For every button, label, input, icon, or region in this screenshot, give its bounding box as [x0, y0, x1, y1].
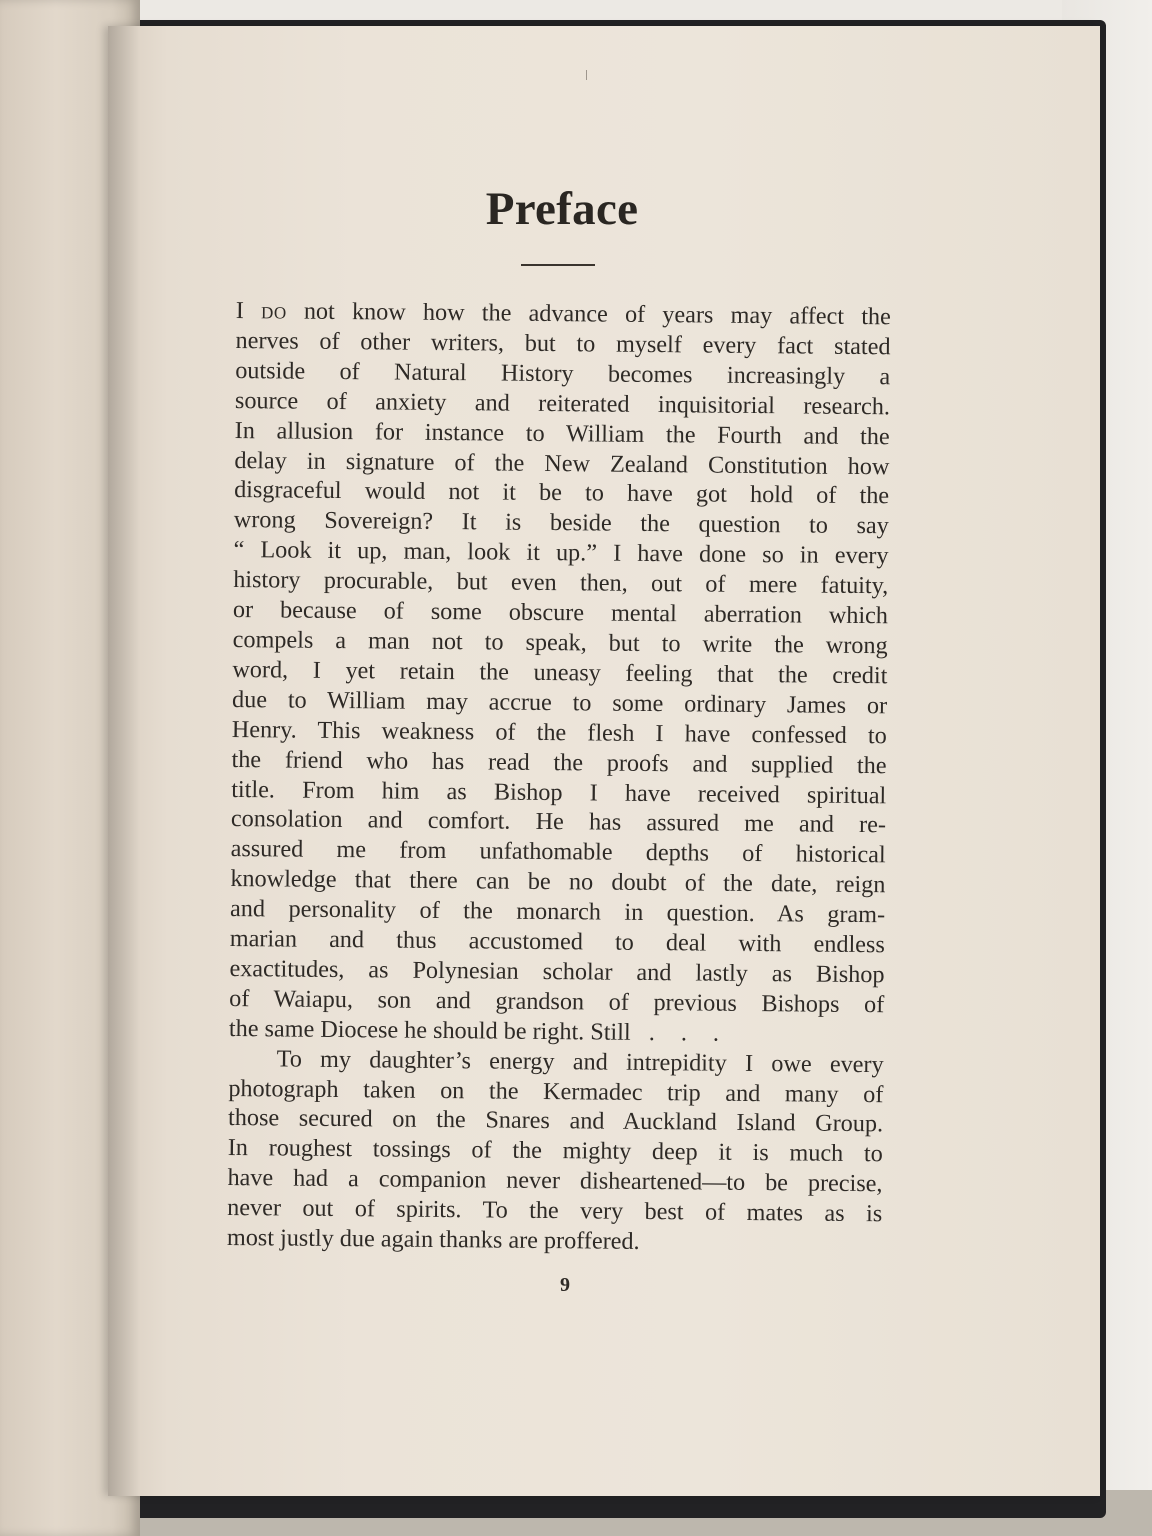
text-line: never out of spirits. To the very best of mates as is: [227, 1194, 883, 1228]
paragraph-lead: I: [235, 296, 262, 325]
text-line: most justly due again thanks are proffered.: [226, 1224, 640, 1256]
page-speck: [586, 70, 587, 80]
text-line: title. From him as Bishop I have received spiritual: [231, 775, 887, 809]
paragraph-lead-smallcaps: do: [260, 297, 287, 325]
text-line: marian and thus accustomed to deal with endless: [229, 925, 885, 959]
text-line: due to William may accrue to some ordinary James or: [231, 685, 888, 720]
preface-body: [227, 296, 891, 1259]
text-line: Henry. This weakness of the flesh I have confessed to: [231, 715, 887, 749]
text-line: delay in signature of the New Zealand Constitution how: [234, 446, 890, 480]
text-line: photograph taken on the Kermadec trip and many of: [228, 1074, 884, 1108]
text-line: those secured on the Snares and Auckland Island Group.: [227, 1104, 884, 1138]
text-line: To my daughter’s energy and intrepidity I owe every: [276, 1045, 884, 1078]
text-line-content: the same Diocese he should be right. Still: [228, 1014, 631, 1046]
text-line: outside of Natural History becomes increasingly a: [235, 356, 891, 391]
text-line: In roughest tossings of the mighty deep it is much to: [227, 1134, 883, 1168]
text-line: word, I yet retain the uneasy feeling that the credit: [232, 655, 888, 690]
paragraph-2: [227, 1044, 884, 1260]
text-line: knowledge that there can be no doubt of the date, reign: [230, 865, 886, 899]
text-line: compels a man not to speak, but to write the wrong: [232, 625, 888, 660]
text-line: consolation and comfort. He has assured me and re-: [230, 805, 887, 839]
page-number: 9: [560, 1274, 570, 1296]
title-rule: [521, 264, 595, 266]
text-line: the friend who has read the proofs and supplied the: [231, 745, 887, 779]
text-line: In allusion for instance to William the Fourth and the: [234, 416, 890, 450]
ellipsis: . . .: [648, 1018, 730, 1047]
text-line: “ Look it up, man, look it up.” I have done so in every: [233, 536, 889, 570]
text-line: assured me from unfathomable depths of historical: [230, 835, 886, 869]
page-gutter-shadow: [108, 26, 140, 1496]
paragraph-1: [229, 296, 891, 1050]
page-title: Preface: [485, 183, 639, 235]
text-line: disgraceful would not it be to have got hold of the: [234, 476, 890, 510]
text-line: source of anxiety and reiterated inquisitorial research.: [234, 386, 891, 421]
text-line: nerves of other writers, but to myself every fact stated: [235, 326, 891, 361]
text-line: exactitudes, as Polynesian scholar and lastly as Bishop: [229, 954, 885, 989]
text-line: wrong Sovereign? It is beside the question to say: [233, 506, 889, 540]
text-line: or because of some obscure mental aberration which: [232, 596, 889, 630]
text-line: history procurable, but even then, out of mere fatuity,: [233, 566, 889, 600]
text-line-content: not know how the advance of years may affect the: [286, 297, 891, 331]
text-line: of Waiapu, son and grandson of previous Bishops of: [229, 984, 885, 1019]
text-line: and personality of the monarch in question. As gram-: [229, 895, 886, 929]
text-line: have had a companion never disheartened—to be precise,: [227, 1164, 883, 1198]
